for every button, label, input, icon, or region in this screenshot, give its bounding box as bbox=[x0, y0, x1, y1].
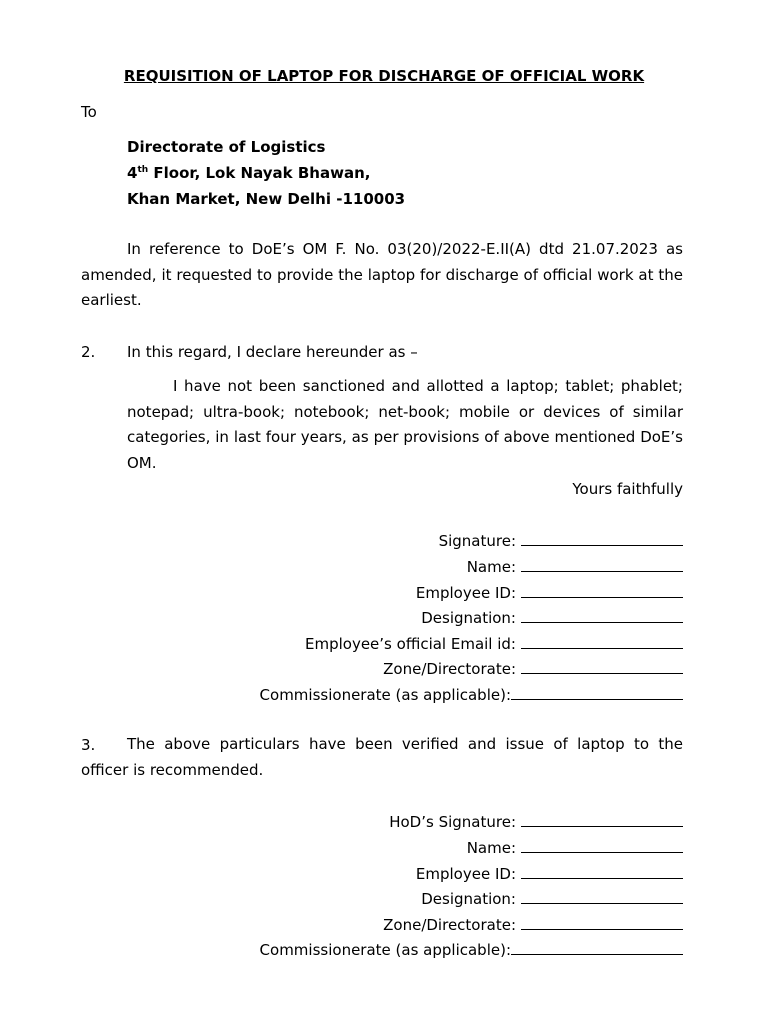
section-3-number: 3. bbox=[81, 736, 96, 754]
hod-name-field[interactable] bbox=[467, 838, 683, 857]
address-line-3: Khan Market, New Delhi -110003 bbox=[127, 190, 406, 208]
name-blank[interactable] bbox=[521, 557, 683, 572]
employee-zone-field[interactable] bbox=[383, 659, 683, 678]
field-label: Employee ID: bbox=[415, 865, 516, 883]
signature-blank[interactable] bbox=[521, 531, 683, 546]
hod-signature-field[interactable] bbox=[389, 812, 683, 831]
salutation-to: To bbox=[81, 103, 97, 121]
hod-zone-blank[interactable] bbox=[521, 915, 683, 930]
zone-blank[interactable] bbox=[521, 659, 683, 674]
hod-designation-blank[interactable] bbox=[521, 889, 683, 904]
field-label: Designation: bbox=[421, 609, 516, 627]
field-label: Zone/Directorate: bbox=[383, 660, 516, 678]
hod-employee-id-blank[interactable] bbox=[521, 864, 683, 879]
employee-id-field[interactable] bbox=[416, 583, 683, 602]
field-label: Signature: bbox=[438, 532, 516, 550]
field-label: Commissionerate (as applicable): bbox=[259, 686, 511, 704]
declaration-paragraph: I have not been sanctioned and allotted a laptop; tablet; phablet; notepad; ultra-book; notebook; net-book; mobile or devices of similar categories, in last four years, as per provisions of above mentioned DoE’s OM. bbox=[127, 377, 683, 472]
field-label: Name: bbox=[466, 558, 516, 576]
employee-name-field[interactable] bbox=[467, 557, 683, 576]
closing-yours-faithfully: Yours faithfully bbox=[572, 480, 683, 498]
recommendation-paragraph: The above particulars have been verified and issue of laptop to the officer is recommended. bbox=[81, 735, 683, 779]
floor-suffix: th bbox=[137, 165, 149, 175]
reference-paragraph: In reference to DoE’s OM F. No. 03(20)/2022-E.II(A) dtd 21.07.2023 as amended, it requested to provide the laptop for discharge of official work at the earliest. bbox=[81, 240, 683, 309]
field-label: HoD’s Signature: bbox=[389, 813, 516, 831]
field-label: Employee ID: bbox=[415, 584, 516, 602]
field-label: Zone/Directorate: bbox=[383, 916, 516, 934]
email-blank[interactable] bbox=[521, 634, 683, 649]
field-label: Employee’s official Email id: bbox=[305, 635, 516, 653]
hod-designation-field[interactable] bbox=[421, 889, 683, 908]
employee-commissionerate-field[interactable] bbox=[260, 685, 683, 704]
employee-signature-field[interactable] bbox=[439, 531, 683, 550]
field-label: Name: bbox=[466, 839, 516, 857]
hod-signature-blank[interactable] bbox=[521, 812, 683, 827]
employee-email-field[interactable] bbox=[305, 634, 683, 653]
field-label: Designation: bbox=[421, 890, 516, 908]
hod-name-blank[interactable] bbox=[521, 838, 683, 853]
commissionerate-blank[interactable] bbox=[511, 685, 683, 700]
employee-designation-field[interactable] bbox=[421, 608, 683, 627]
field-label: Commissionerate (as applicable): bbox=[259, 941, 511, 959]
section-2-number: 2. bbox=[81, 343, 96, 361]
address-line-2 bbox=[127, 164, 370, 182]
hod-commissionerate-field[interactable] bbox=[260, 940, 683, 959]
floor-rest: Floor, Lok Nayak Bhawan, bbox=[148, 164, 371, 182]
employee-id-blank[interactable] bbox=[521, 583, 683, 598]
hod-zone-field[interactable] bbox=[383, 915, 683, 934]
hod-commissionerate-blank[interactable] bbox=[511, 940, 683, 955]
document-title: REQUISITION OF LAPTOP FOR DISCHARGE OF OFFICIAL WORK bbox=[123, 67, 645, 85]
designation-blank[interactable] bbox=[521, 608, 683, 623]
hod-employee-id-field[interactable] bbox=[416, 864, 683, 883]
floor-number: 4 bbox=[127, 164, 138, 182]
section-2-intro: In this regard, I declare hereunder as – bbox=[127, 343, 418, 361]
address-line-1: Directorate of Logistics bbox=[127, 138, 326, 156]
